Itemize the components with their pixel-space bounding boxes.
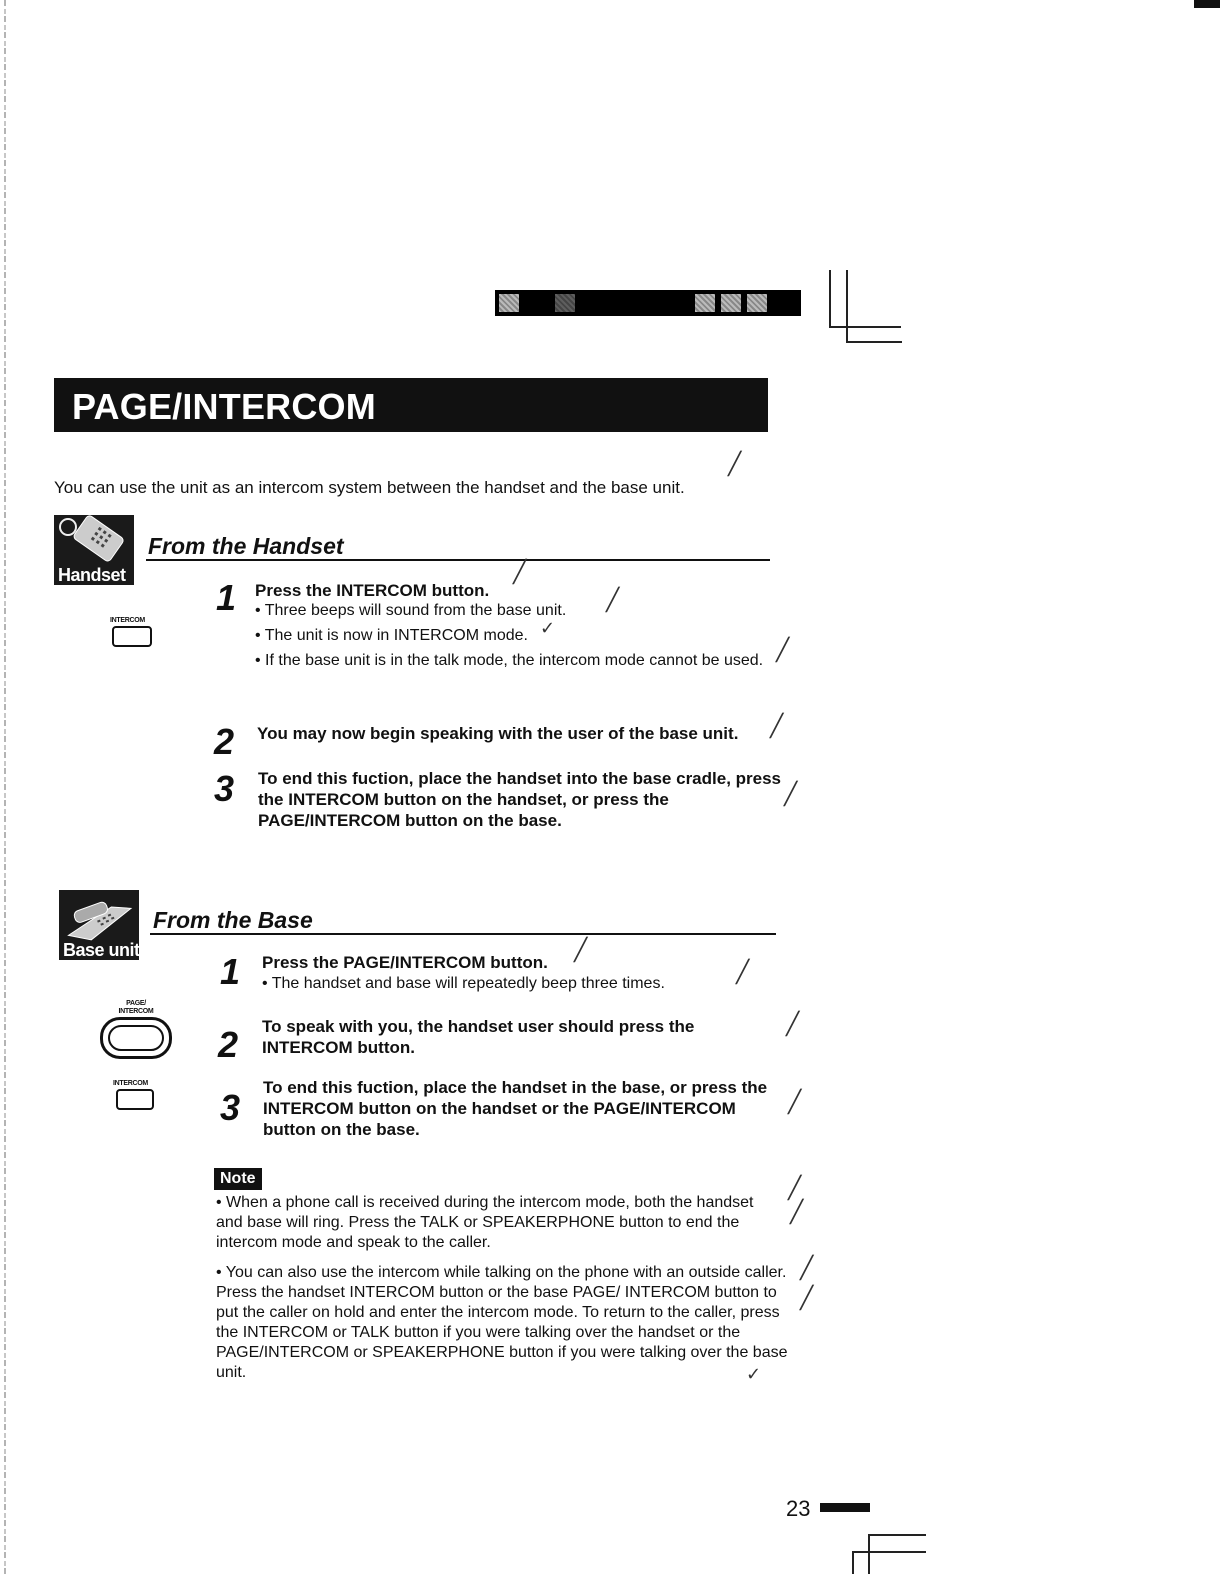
check-mark-icon: ╱	[788, 1176, 802, 1201]
crop-mark	[868, 1534, 870, 1574]
header-decorative-bar	[495, 290, 801, 316]
check-mark-icon: ╱	[574, 938, 588, 963]
check-mark-icon: ╱	[786, 1012, 800, 1037]
step-bullet: • The unit is now in INTERCOM mode.	[255, 627, 528, 644]
corner-mark	[1194, 0, 1220, 8]
crop-mark	[852, 1551, 926, 1553]
section-rule	[146, 559, 770, 561]
check-mark-icon: ╱	[606, 588, 620, 613]
step-bullet: • The handset and base will repeatedly beep three times.	[262, 975, 665, 992]
check-mark-icon: ╱	[728, 452, 742, 477]
step-number: 3	[214, 768, 235, 809]
step-text: You may now begin speaking with the user of the base unit.	[257, 724, 739, 743]
base-unit-icon-label: Base unit	[63, 940, 140, 960]
page-intercom-button-label: PAGE/ INTERCOM	[118, 1000, 154, 1015]
check-mark-icon: ╱	[800, 1286, 814, 1311]
page-intercom-button-icon	[100, 1017, 172, 1059]
section-title-base: From the Base	[153, 907, 313, 933]
handset-icon-label: Handset	[58, 565, 126, 585]
crop-mark	[829, 270, 831, 328]
page-number-bar	[820, 1503, 870, 1512]
intercom-button-icon	[112, 626, 152, 647]
check-mark-icon: ✓	[540, 618, 556, 639]
page-title: PAGE/INTERCOM	[72, 386, 376, 427]
crop-mark	[846, 341, 902, 343]
crop-mark	[852, 1552, 854, 1574]
step-text: To end this fuction, place the handset in the base, or press the INTERCOM button on the handset or the PAGE/INTERCOM button on the base.	[263, 1078, 768, 1139]
crop-mark	[868, 1534, 926, 1536]
crop-mark	[831, 326, 901, 328]
intercom-button-label: INTERCOM	[110, 617, 145, 624]
step-number: 3	[220, 1087, 241, 1128]
step-text: Press the PAGE/INTERCOM button.	[262, 953, 548, 972]
check-mark-icon: ╱	[790, 1200, 804, 1225]
step-number: 2	[214, 721, 235, 762]
step-text: To speak with you, the handset user should press the INTERCOM button.	[262, 1017, 695, 1057]
intercom-button-label: INTERCOM	[113, 1080, 148, 1087]
page-number: 23	[786, 1496, 811, 1521]
note-label: Note	[214, 1168, 262, 1190]
intro-text: You can use the unit as an intercom system between the handset and the base unit.	[54, 478, 685, 497]
intercom-button-icon	[116, 1089, 154, 1110]
step-number: 2	[218, 1024, 239, 1065]
step-text: Press the INTERCOM button.	[255, 581, 490, 600]
crop-mark	[846, 270, 848, 342]
check-mark-icon: ╱	[770, 714, 784, 739]
note-item: • You can also use the intercom while talking on the phone with an outside caller. Press the handset INTERCOM button or the base PAGE/ INTERCOM button to put the caller on hold and enter the intercom mode. To return to the caller, press the INTERCOM or TALK button if you were talking over the handset or the PAGE/INTERCOM or SPEAKERPHONE button if you were talking over the base unit.	[216, 1264, 788, 1381]
scan-edge-line	[4, 0, 6, 1574]
check-mark-icon: ╱	[788, 1090, 802, 1115]
note-item: • When a phone call is received during the intercom mode, both the handset and base will ring. Press the TALK or SPEAKERPHONE button to end the intercom mode and speak to the caller.	[216, 1194, 754, 1251]
section-rule	[150, 933, 776, 935]
step-text: To end this fuction, place the handset into the base cradle, press the INTERCOM button on the handset, or press the PAGE/INTERCOM button on the base.	[258, 769, 782, 830]
step-number: 1	[216, 577, 237, 618]
step-number: 1	[220, 951, 241, 992]
check-mark-icon: ╱	[784, 782, 798, 807]
step-bullet: • If the base unit is in the talk mode, the intercom mode cannot be used.	[255, 652, 764, 669]
section-title-handset: From the Handset	[148, 533, 344, 559]
check-mark-icon: ╱	[736, 960, 750, 985]
step-bullet: • Three beeps will sound from the base unit.	[255, 602, 567, 619]
check-mark-icon: ╱	[800, 1256, 814, 1281]
check-mark-icon: ╱	[513, 560, 527, 585]
check-mark-icon: ╱	[776, 638, 790, 663]
check-mark-icon: ✓	[746, 1364, 762, 1385]
